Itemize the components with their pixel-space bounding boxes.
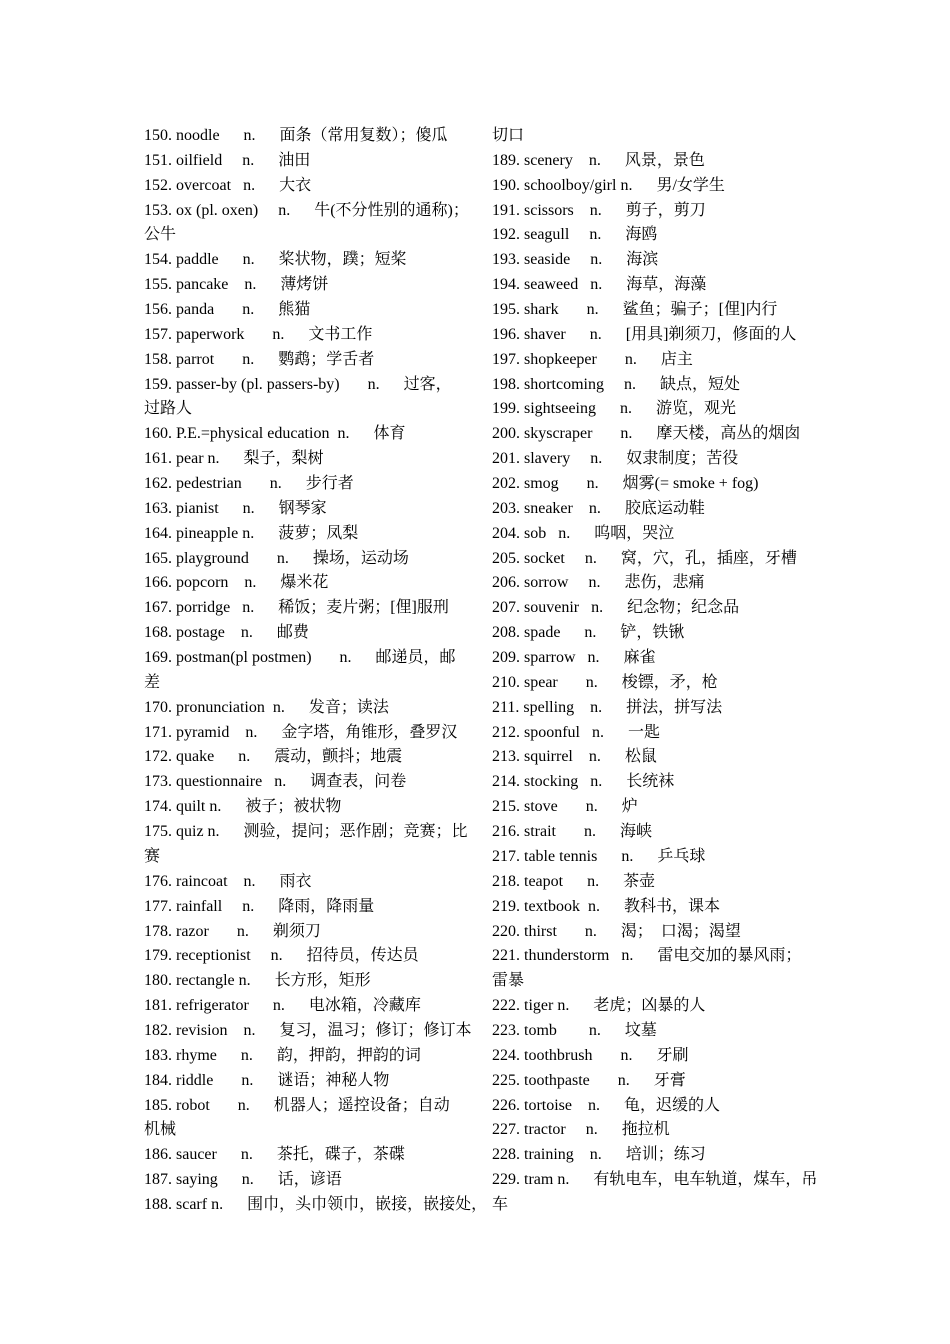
vocab-line: 167. porridge n. 稀饭；麦片粥；[俚]服刑 — [144, 599, 449, 617]
vocab-line: 219. textbook n. 教科书，课本 — [492, 897, 720, 915]
vocab-line: 216. strait n. 海峡 — [492, 823, 652, 841]
vocab-line: 183. rhyme n. 韵，押韵，押韵的词 — [144, 1046, 421, 1064]
vocab-line: 194. seaweed n. 海草，海藻 — [492, 276, 707, 294]
vocab-line: 170. pronunciation n. 发音；读法 — [144, 698, 389, 716]
vocab-line: 166. popcorn n. 爆米花 — [144, 574, 329, 592]
vocab-line: 222. tiger n. 老虎；凶暴的人 — [492, 997, 706, 1015]
vocab-line: 180. rectangle n. 长方形，矩形 — [144, 972, 371, 990]
vocab-line: 165. playground n. 操场，运动场 — [144, 549, 409, 567]
vocab-line: 208. spade n. 铲，铁锹 — [492, 624, 685, 642]
vocab-line: 152. overcoat n. 大衣 — [144, 176, 312, 194]
vocab-line: 173. questionnaire n. 调查表，问卷 — [144, 773, 407, 791]
vocab-line: 车 — [492, 1195, 509, 1213]
right-column — [492, 124, 818, 1218]
vocab-line: 153. ox (pl. oxen) n. 牛(不分性别的通称)； — [144, 201, 469, 219]
vocab-line: 203. sneaker n. 胶底运动鞋 — [492, 499, 705, 517]
vocab-line: 195. shark n. 鲨鱼；骗子；[俚]内行 — [492, 301, 778, 319]
vocab-line: 160. P.E.=physical education n. 体育 — [144, 425, 406, 443]
vocab-line: 174. quilt n. 被子；被状物 — [144, 798, 342, 816]
vocab-line: 196. shaver n. [用具]剃须刀，修面的人 — [492, 325, 797, 343]
vocab-line: 187. saying n. 话，谚语 — [144, 1171, 342, 1189]
vocab-line: 192. seagull n. 海鸥 — [492, 226, 658, 244]
vocab-line: 公牛 — [144, 226, 177, 244]
vocab-line: 215. stove n. 炉 — [492, 798, 638, 816]
vocab-line: 雷暴 — [492, 972, 525, 990]
vocab-line: 189. scenery n. 风景，景色 — [492, 151, 705, 169]
vocab-line: 154. paddle n. 桨状物，蹼；短桨 — [144, 251, 407, 269]
vocab-line: 205. socket n. 窝，穴，孔，插座，牙槽 — [492, 549, 797, 567]
vocab-line: 162. pedestrian n. 步行者 — [144, 475, 354, 493]
vocab-line: 156. panda n. 熊猫 — [144, 301, 311, 319]
vocab-line: 225. toothpaste n. 牙膏 — [492, 1071, 686, 1089]
vocab-line: 204. sob n. 呜咽，哭泣 — [492, 524, 675, 542]
vocab-line: 191. scissors n. 剪子，剪刀 — [492, 201, 706, 219]
vocab-line: 切口 — [492, 127, 525, 144]
vocab-line: 150. noodle n. 面条（常用复数）；傻瓜 — [144, 127, 448, 144]
vocab-line: 207. souvenir n. 纪念物；纪念品 — [492, 599, 740, 617]
vocab-line: 211. spelling n. 拼法，拼写法 — [492, 698, 723, 716]
vocab-line: 210. spear n. 梭镖，矛，枪 — [492, 673, 718, 691]
vocab-line: 190. schoolboy/girl n. 男/女学生 — [492, 176, 725, 194]
vocab-line: 220. thirst n. 渴； 口渴；渴望 — [492, 922, 741, 940]
vocab-line: 155. pancake n. 薄烤饼 — [144, 276, 329, 294]
vocab-line: 151. oilfield n. 油田 — [144, 151, 311, 169]
vocab-line: 221. thunderstorm n. 雷电交加的暴风雨； — [492, 947, 802, 965]
vocab-line: 163. pianist n. 钢琴家 — [144, 499, 327, 517]
left-column — [144, 124, 488, 1218]
vocab-line: 157. paperwork n. 文书工作 — [144, 325, 373, 343]
vocab-line: 186. saucer n. 茶托，碟子，茶碟 — [144, 1146, 405, 1164]
vocab-line: 199. sightseeing n. 游览，观光 — [492, 400, 736, 418]
vocab-line: 169. postman(pl postmen) n. 邮递员，邮 — [144, 649, 456, 667]
vocab-line: 164. pineapple n. 菠萝；凤梨 — [144, 524, 359, 542]
vocab-line: 差 — [144, 673, 161, 691]
vocab-line: 197. shopkeeper n. 店主 — [492, 350, 693, 368]
vocab-line: 177. rainfall n. 降雨，降雨量 — [144, 897, 375, 915]
vocab-line: 赛 — [144, 847, 161, 865]
vocab-line: 201. slavery n. 奴隶制度；苦役 — [492, 450, 739, 468]
vocab-line: 228. training n. 培训；练习 — [492, 1146, 706, 1164]
vocab-line: 182. revision n. 复习，温习；修订；修订本 — [144, 1021, 472, 1039]
vocab-line: 179. receptionist n. 招待员，传达员 — [144, 947, 419, 965]
vocab-line: 209. sparrow n. 麻雀 — [492, 649, 656, 667]
vocab-line: 176. raincoat n. 雨衣 — [144, 872, 312, 890]
vocab-line: 193. seaside n. 海滨 — [492, 251, 659, 269]
vocab-line: 158. parrot n. 鹦鹉；学舌者 — [144, 350, 375, 368]
vocab-line: 过路人 — [144, 400, 193, 418]
vocab-line: 226. tortoise n. 龟，迟缓的人 — [492, 1096, 720, 1114]
vocab-line: 224. toothbrush n. 牙刷 — [492, 1046, 689, 1064]
vocab-line: 229. tram n. 有轨电车，电车轨道，煤车，吊 — [492, 1171, 818, 1189]
vocab-line: 185. robot n. 机器人；遥控设备；自动 — [144, 1096, 450, 1114]
vocab-line: 178. razor n. 剃须刀 — [144, 922, 321, 940]
vocab-line: 206. sorrow n. 悲伤，悲痛 — [492, 574, 705, 592]
vocab-line: 188. scarf n. 围巾，头巾领巾，嵌接，嵌接处， — [144, 1195, 488, 1213]
vocab-line: 机械 — [144, 1121, 177, 1139]
vocab-line: 184. riddle n. 谜语；神秘人物 — [144, 1071, 390, 1089]
vocab-line: 218. teapot n. 茶壶 — [492, 872, 656, 890]
vocab-line: 223. tomb n. 坟墓 — [492, 1021, 657, 1039]
vocab-line: 200. skyscraper n. 摩天楼，高丛的烟囱 — [492, 425, 801, 443]
vocab-line: 212. spoonful n. 一匙 — [492, 723, 661, 741]
vocab-line: 214. stocking n. 长统袜 — [492, 773, 675, 791]
vocab-line: 181. refrigerator n. 电冰箱，冷藏库 — [144, 997, 421, 1015]
vocab-line: 213. squirrel n. 松鼠 — [492, 748, 657, 766]
vocab-line: 175. quiz n. 测验，提问；恶作剧；竞赛；比 — [144, 823, 468, 841]
vocab-line: 198. shortcoming n. 缺点，短处 — [492, 375, 740, 393]
vocab-line: 172. quake n. 震动，颤抖；地震 — [144, 748, 403, 766]
vocab-line: 202. smog n. 烟雾(= smoke + fog) — [492, 475, 759, 493]
vocab-line: 161. pear n. 梨子，梨树 — [144, 450, 324, 468]
vocab-line: 227. tractor n. 拖拉机 — [492, 1121, 670, 1139]
vocab-line: 168. postage n. 邮费 — [144, 624, 309, 642]
vocab-line: 171. pyramid n. 金字塔，角锥形，叠罗汉 — [144, 723, 458, 741]
vocab-line: 217. table tennis n. 乒乓球 — [492, 847, 706, 865]
vocab-line: 159. passer-by (pl. passers-by) n. 过客， — [144, 375, 452, 393]
